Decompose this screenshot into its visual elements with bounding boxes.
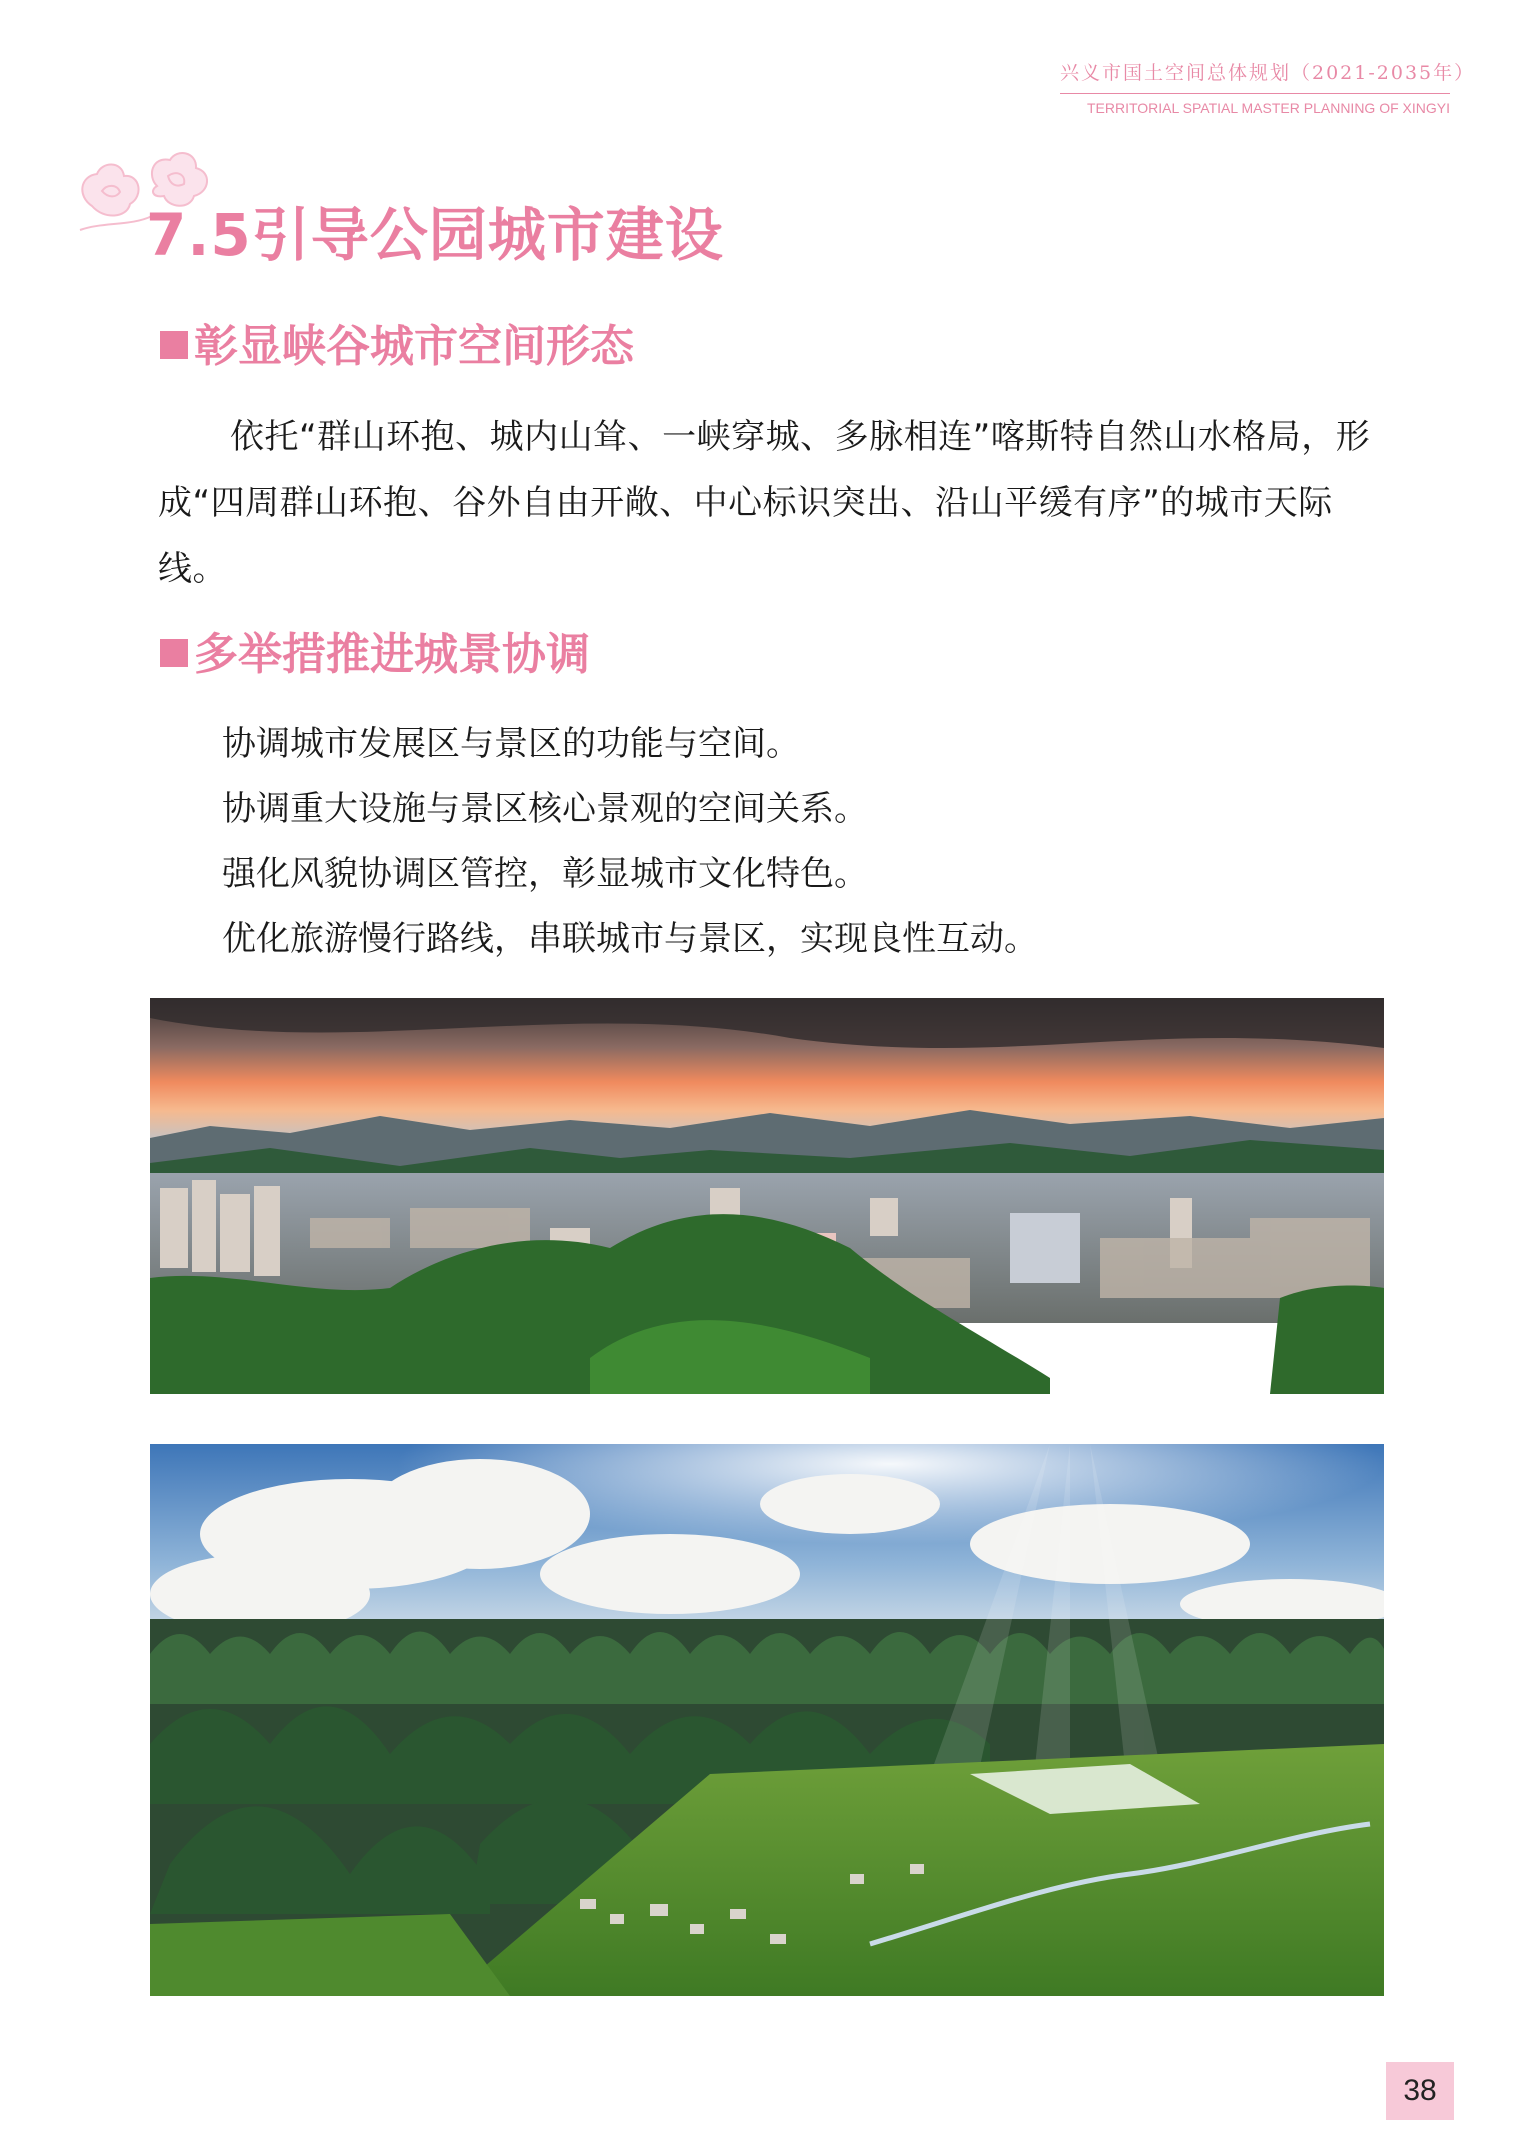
city-skyline-photo [150,998,1384,1394]
header-divider [1060,93,1450,94]
karst-landscape-photo [150,1444,1384,1996]
header-title-en: TERRITORIAL SPATIAL MASTER PLANNING OF XINGYI [1086,100,1450,116]
list-item: 强化风貌协调区管控，彰显城市文化特色。 [222,854,868,894]
section-heading-city-scenery [160,618,590,682]
section-heading-text: 彰显峡谷城市空间形态 [194,321,634,372]
running-header [1060,58,1476,116]
list-item: 优化旅游慢行路线，串联城市与景区，实现良性互动。 [222,919,1038,959]
page-title: 7.5引导公园城市建设 [146,201,724,269]
page-number: 38 [1386,2062,1454,2120]
list-item: 协调重大设施与景区核心景观的空间关系。 [222,789,868,829]
square-bullet-icon [160,639,188,667]
body-paragraph: 依托“群山环抱、城内山耸、一峡穿城、多脉相连”喀斯特自然山水格局，形成“四周群山环抱、谷外自由开敞、中心标识突出、沿山平缓有序”的城市天际线。 [158,417,1371,589]
header-title-cn: 兴义市国土空间总体规划（2021-2035年） [1060,62,1476,84]
measures-list [222,712,1038,972]
section-heading-text: 多举措推进城景协调 [194,629,590,680]
square-bullet-icon [160,331,188,359]
section-heading-canyon-city [160,310,634,374]
list-item: 协调城市发展区与景区的功能与空间。 [222,724,800,764]
